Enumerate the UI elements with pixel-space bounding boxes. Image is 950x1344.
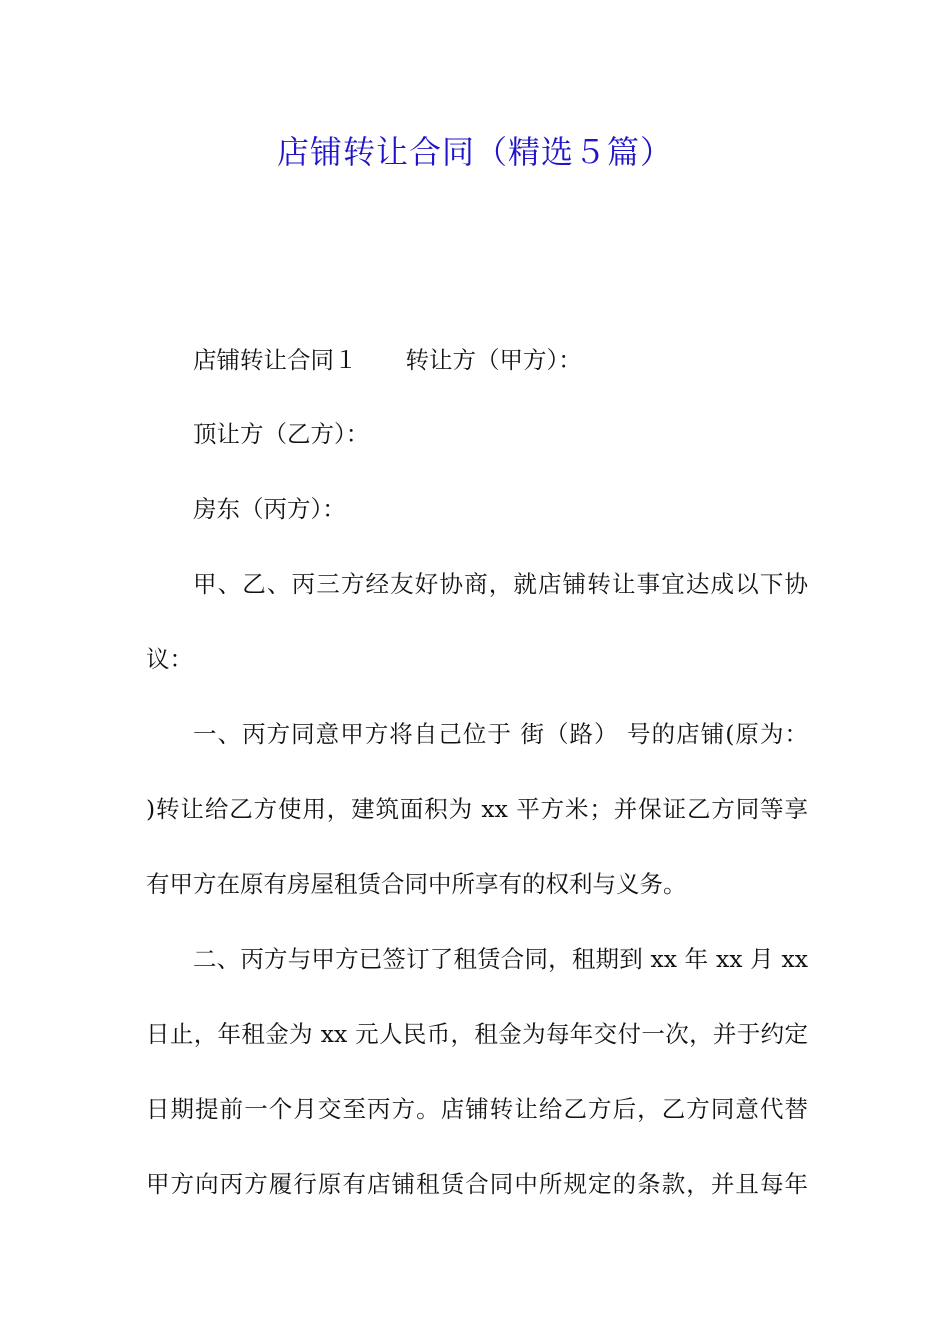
transferee-label: 顶让方（乙方）： bbox=[193, 420, 370, 448]
contract-heading-line bbox=[193, 340, 582, 380]
landlord-label: 房东（丙方）： bbox=[193, 495, 346, 523]
paragraph-line: 议： bbox=[146, 645, 193, 673]
transferor-label: 转让方（甲方）： bbox=[405, 346, 582, 374]
contract-number: 店铺转让合同１ bbox=[193, 346, 358, 374]
document-body bbox=[146, 338, 808, 1198]
paragraph-line: )转让给乙方使用，建筑面积为 xx 平方米；并保证乙方同等享 bbox=[146, 795, 808, 823]
document-title: 店铺转让合同（精选５篇） bbox=[276, 133, 673, 171]
paragraph-line: 有甲方在原有房屋租赁合同中所享有的权利与义务。 bbox=[146, 870, 687, 898]
paragraph-line: 甲方向丙方履行原有店铺租赁合同中所规定的条款，并且每年 bbox=[146, 1170, 808, 1198]
paragraph-line: 日止，年租金为 xx 元人民币，租金为每年交付一次，并于约定 bbox=[146, 1020, 808, 1048]
paragraph-line: 二、丙方与甲方已签订了租赁合同，租期到 xx 年 xx 月 xx bbox=[193, 945, 808, 973]
paragraph-line: 一、丙方同意甲方将自己位于 街（路） 号的店铺(原为： bbox=[193, 720, 808, 748]
paragraph-line: 日期提前一个月交至丙方。店铺转让给乙方后，乙方同意代替 bbox=[146, 1095, 808, 1123]
paragraph-line: 甲、乙、丙三方经友好协商，就店铺转让事宜达成以下协 bbox=[193, 570, 808, 598]
